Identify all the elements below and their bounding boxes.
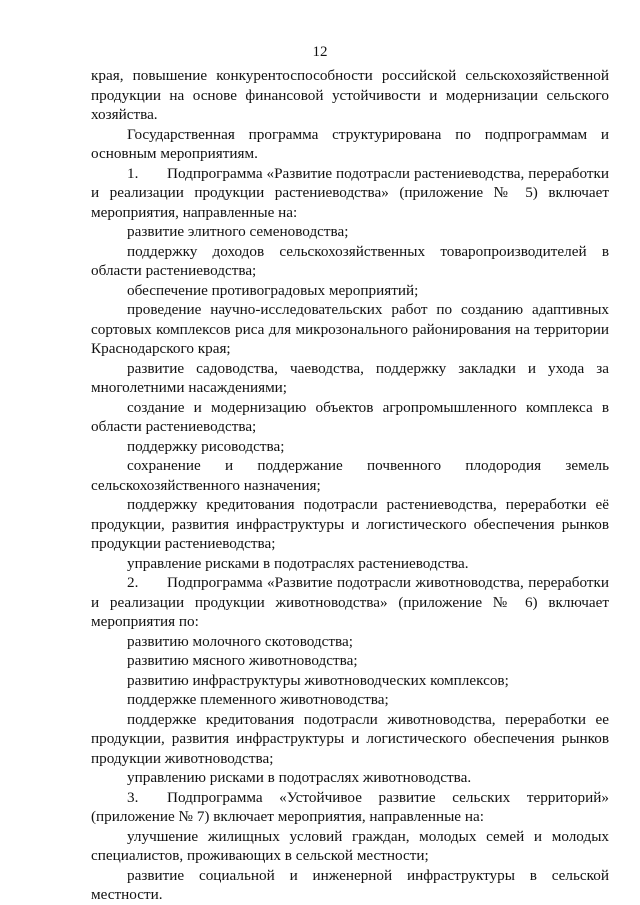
paragraph-text: Подпрограмма «Развитие подотрасли растениеводства, переработки и реализации продукции растениеводства» (приложение № 5) включает мероприятия, направленные на: [91, 164, 609, 221]
list-item: поддержку рисоводства; [127, 437, 285, 455]
list-item: улучшение жилищных условий граждан, молодых семей и молодых специалистов, проживающих в сельской местности; [91, 827, 609, 864]
list-item: развитию молочного скотоводства; [127, 632, 353, 650]
list-item: развитие социальной и инженерной инфраструктуры в сельской местности. [91, 866, 609, 903]
item-number: 3. [127, 788, 139, 806]
list-item: сохранение и поддержание почвенного плодородия земель сельскохозяйственного назначения; [91, 457, 609, 494]
list-item: поддержке кредитования подотрасли животноводства, переработки ее продукции, развития инфраструктуры и логистического обеспечения рынков продукции животноводства; [91, 710, 609, 767]
list-item: поддержке племенного животноводства; [127, 691, 389, 708]
list-item: развитие садоводства, чаеводства, поддержку закладки и ухода за многолетними насаждениями; [91, 359, 609, 396]
list-item: развитию мясного животноводства; [127, 652, 358, 669]
item-number: 1. [127, 164, 139, 182]
list-item: развитие элитного семеноводства; [127, 223, 349, 240]
list-item: создание и модернизацию объектов агропромышленного комплекса в области растениеводства; [91, 398, 609, 435]
page-number: 12 [312, 44, 328, 60]
paragraph: Государственная программа структурирована по подпрограммам и основным мероприятиям. [91, 125, 609, 162]
list-item: управление рисками в подотраслях растениеводства. [127, 554, 469, 572]
list-item: развитию инфраструктуры животноводческих комплексов; [127, 671, 509, 689]
list-item: поддержку доходов сельскохозяйственных товаропроизводителей в области растениеводства; [91, 242, 609, 279]
paragraph: края, повышение конкурентоспособности российской сельскохозяйственной продукции на основе финансовой устойчивости и модернизации сельского хозяйства. [91, 67, 609, 123]
list-item: поддержку кредитования подотрасли растениеводства, переработки её продукции, развития инфраструктуры и логистического обеспечения рынков продукции растениеводства; [91, 496, 609, 552]
item-number: 2. [127, 574, 139, 591]
paragraph-text: Подпрограмма «Развитие подотрасли животноводства, переработки и реализации продукции животноводства» (приложение № 6) включает мероприятия по: [91, 574, 609, 630]
list-item: проведение научно-исследовательских работ по созданию адаптивных сортовых комплексов риса для микрозонального районирования на территории Краснодарского края; [91, 301, 609, 357]
list-item: обеспечение противоградовых мероприятий; [127, 281, 419, 299]
numbered-paragraph [91, 788, 609, 827]
numbered-paragraph [91, 573, 609, 632]
paragraph-text: Подпрограмма «Устойчивое развитие сельских территорий» (приложение № 7) включает мероприятия, направленные на: [91, 788, 609, 825]
numbered-paragraph [91, 164, 609, 223]
document-body [91, 66, 609, 905]
list-item: управлению рисками в подотраслях животноводства. [127, 769, 472, 786]
